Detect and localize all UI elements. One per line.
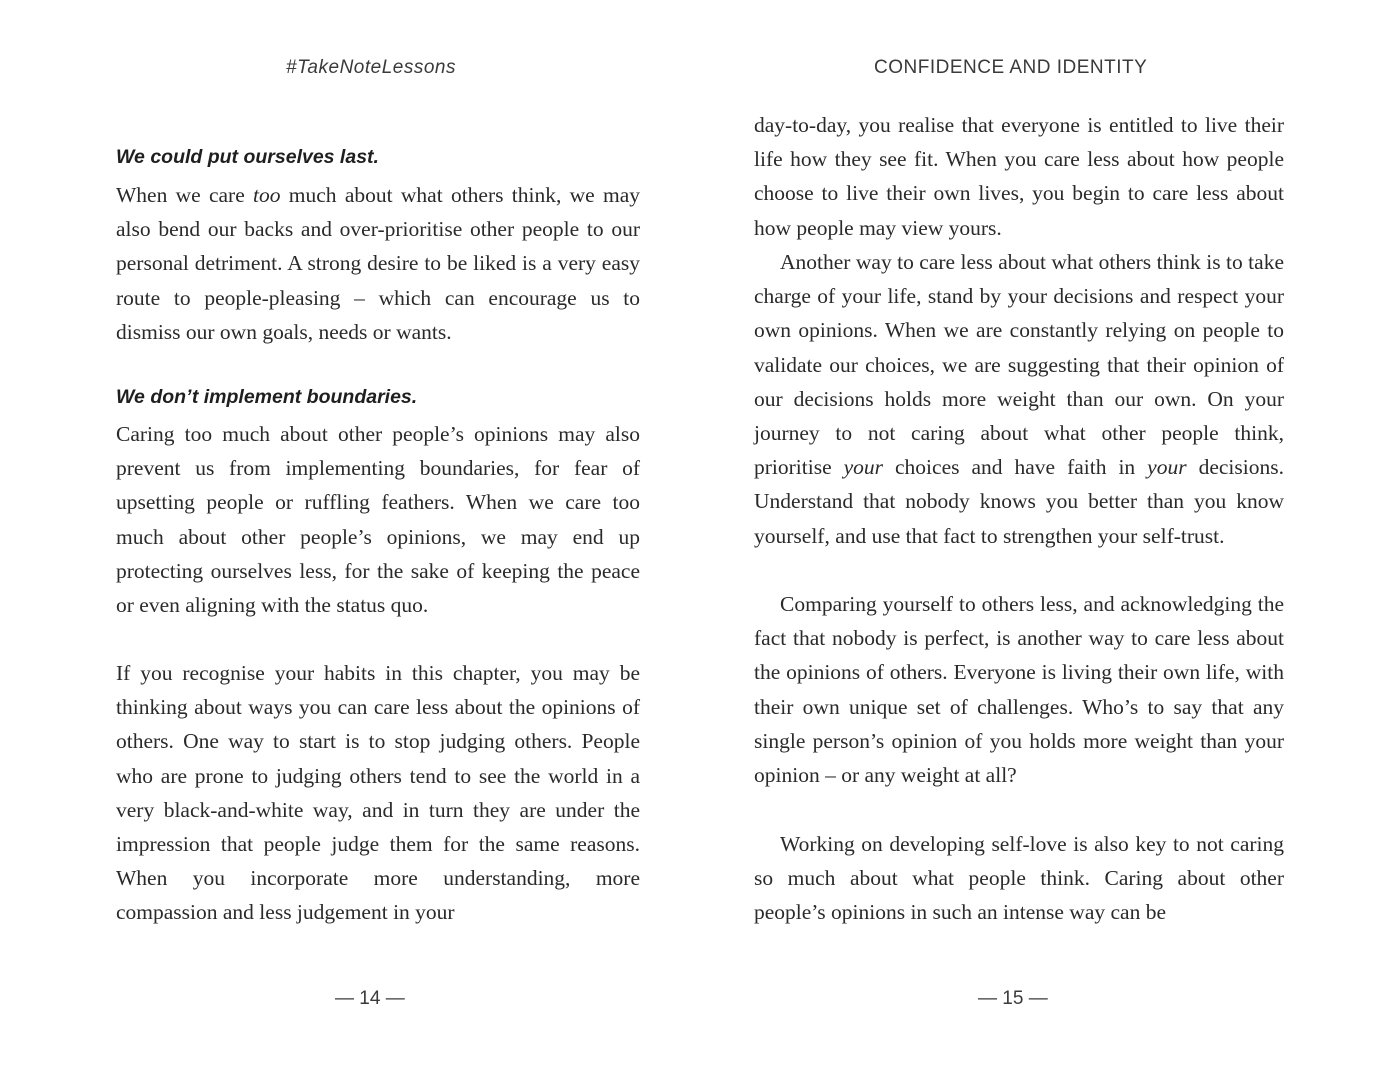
running-head: CONFIDENCE AND IDENTITY <box>874 57 1148 78</box>
page-number: — 14 — <box>335 988 405 1009</box>
paragraph: Comparing yourself to others less, and acknowledging the fact that nobody is perfect, is another way to care less about the opinions of others. Everyone is living their own life, with their own unique set of challenges. Who’s to say that any single person’s opinion of you holds more weight than your opinion – or any weight at all? <box>754 592 1284 788</box>
running-head: #TakeNoteLessons <box>286 57 456 78</box>
paragraph: Caring too much about other people’s opinions may also prevent us from implementing boundaries, for fear of upsetting people or ruffling feathers. When we care too much about other people’s opinions, we may end up protecting ourselves less, for the sake of keeping the peace or even aligning with the status quo. <box>116 422 640 618</box>
subhead: We could put ourselves last. <box>116 146 379 168</box>
paragraph <box>116 178 640 349</box>
text-run: decisions. Understand that nobody knows you better than you know yourself, and use that fact to strengthen your self-trust. <box>754 455 1284 548</box>
text-run: Another way to care less about what others think is to take charge of your life, stand by your decisions and respect your own opinions. When we are constantly relying on people to validate our choices, we are suggesting that their opinion of our decisions holds more weight than our own. On your journey to not caring about what other people think, prioritise <box>754 250 1284 480</box>
text-run: When we care <box>116 183 254 207</box>
paragraph: If you recognise your habits in this chapter, you may be thinking about ways you can care less about the opinions of others. One way to start is to stop judging others. People who are prone to judging others tend to see the world in a very black-and-white way, and in turn they are under the impression that people judge them for the same reasons. When you incorporate more understanding, more compassion and less judgement in your <box>116 661 640 925</box>
emphasis: your <box>1147 455 1187 480</box>
text-run: much about what others think, we may also bend our backs and over-prioritise other people to our personal detriment. A strong desire to be liked is a very easy route to people-pleasing – which can encourage us to dismiss our own goals, needs or wants. <box>116 183 640 344</box>
left-page <box>0 0 698 1080</box>
paragraph: Working on developing self-love is also key to not caring so much about what people think. Caring about other people’s opinions in such an intense way can be <box>754 832 1284 925</box>
page-number: — 15 — <box>978 988 1048 1009</box>
emphasis: too <box>253 183 281 207</box>
paragraph: day-to-day, you realise that everyone is entitled to live their life how they see fit. When you care less about how people choose to live their own lives, you begin to care less about how people may view yours. <box>754 113 1284 240</box>
subhead: We don’t implement boundaries. <box>116 386 418 408</box>
right-page <box>698 0 1397 1080</box>
paragraph <box>754 245 1284 553</box>
emphasis: your <box>843 455 884 480</box>
text-run: choices and have faith in <box>883 455 1148 480</box>
